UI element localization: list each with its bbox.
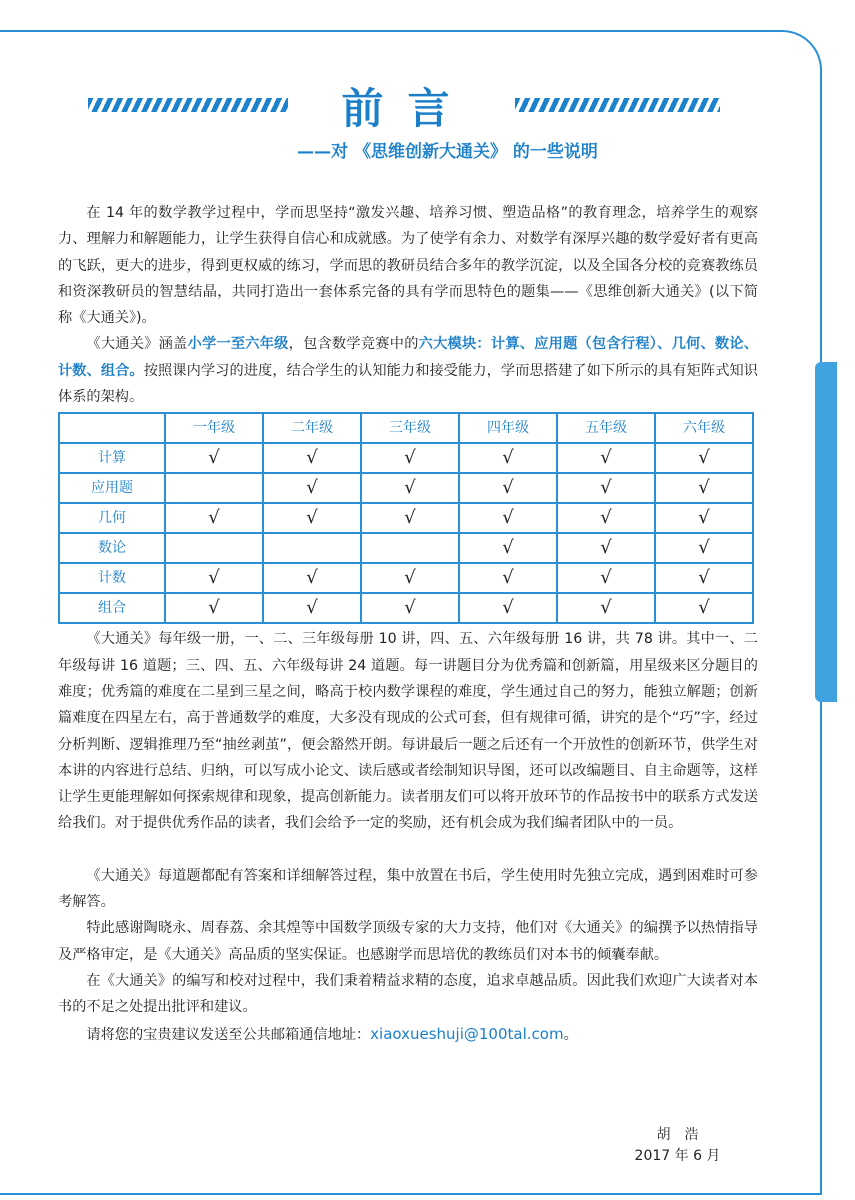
title-stripes-left [88,98,288,112]
check-cell: √ [655,503,753,533]
check-cell [165,533,263,563]
check-cell: √ [557,533,655,563]
check-cell: √ [361,503,459,533]
author-name: 胡 浩 [656,1127,699,1143]
row-label: 数论 [59,533,165,563]
check-cell [165,473,263,503]
row-label: 组合 [59,593,165,623]
check-cell: √ [459,563,557,593]
paragraph-3: 《大通关》每年级一册，一、二、三年级每册 10 讲，四、五、六年级每册 16 讲，共 78 讲。其中一、二年级每讲 16 道题；三、四、五、六年级每讲 24 道题。每一讲题目分为优秀篇和创新篇，用星级来区分题目的难度；优秀篇的难度在二星到三星之间，略高于校内数学课程的难度，学生通过自己的努力，能独立解题；创新篇难度在四星左右，高于普通数学的难度，大多没有现成的公式可套，但有规律可循，讲究的是个“巧”字，经过分析判断、逻辑推理乃至“抽丝剥茧”，便会豁然开朗。每讲最后一题之后还有一个开放性的创新环节，供学生对本讲的内容进行总结、归纳，可以写成小论文、读后感或者绘制知识导图，还可以改编题目、自主命题等，这样让学生更能理解如何探索规律和现象，提高创新能力。读者朋友们可以将开放环节的作品按书中的联系方式发送给我们。对于提供优秀作品的读者，我们会给予一定的奖励，还有机会成为我们编者团队中的一员。 [58,631,758,832]
table-row [59,443,753,473]
page-title: 前言 [341,84,474,133]
check-cell: √ [557,563,655,593]
row-label: 计算 [59,443,165,473]
check-cell: √ [459,443,557,473]
check-cell: √ [263,593,361,623]
check-cell: √ [557,473,655,503]
row-label: 几何 [59,503,165,533]
check-cell: √ [361,563,459,593]
check-cell: √ [361,593,459,623]
check-cell: √ [263,443,361,473]
row-label: 计数 [59,563,165,593]
table-row [59,473,753,503]
paragraph-2-text-a: 《大通关》涵盖 [86,336,188,353]
table-row [59,503,753,533]
table-row [59,533,753,563]
check-cell: √ [655,593,753,623]
paragraph-2 [58,331,758,410]
side-tab [815,362,837,702]
paragraph-1: 在 14 年的数学教学过程中，学而思坚持“激发兴趣、培养习惯、塑造品格”的教育理念，培养学生的观察力、理解力和解题能力，让学生获得自信心和成就感。为了使学有余力、对数学有深厚兴趣的数学爱好者有更高的飞跃，更大的进步，得到更权威的练习，学而思的教研员结合多年的教学沉淀，以及全国各分校的竞赛教练员和资深教研员的智慧结晶，共同打造出一套体系完备的具有学而思特色的题集——《思维创新大通关》(以下简称《大通关》)。 [58,205,758,327]
paragraph-7-end: 。 [563,1026,578,1043]
check-cell: √ [655,443,753,473]
check-cell [263,533,361,563]
check-cell: √ [361,473,459,503]
check-cell: √ [361,443,459,473]
check-cell: √ [557,593,655,623]
table-corner [59,413,165,443]
paragraph-4: 《大通关》每道题都配有答案和详细解答过程，集中放置在书后，学生使用时先独立完成，遇到困难时可参考解答。 [58,867,758,911]
check-cell: √ [655,563,753,593]
paragraph-2-highlight-grades: 小学一至六年级 [187,336,289,353]
paragraph-2-text-c: 按照课内学习的进度，结合学生的认知能力和接受能力，学而思搭建了如下所示的具有矩阵式知识体系的架构。 [58,362,758,406]
signature-date: 2017 年 6 月 [634,1148,721,1164]
check-cell: √ [655,533,753,563]
paragraph-2-text-b: ，包含数学竞赛中的 [288,336,419,353]
check-cell: √ [165,593,263,623]
check-cell: √ [459,473,557,503]
column-header: 二年级 [263,413,361,443]
check-cell: √ [557,443,655,473]
paragraph-6: 在《大通关》的编写和校对过程中，我们秉着精益求精的态度，追求卓越品质。因此我们欢迎广大读者对本书的不足之处提出批评和建议。 [58,972,758,1016]
signature-block [630,1125,725,1167]
check-cell: √ [459,503,557,533]
paragraph-2-highlight-modules: 六大模块：计算、应用题（包含行程）、几何、数论、计数、组合。 [58,336,758,379]
check-cell: √ [165,563,263,593]
column-header: 六年级 [655,413,753,443]
table-row [59,593,753,623]
contact-email-link[interactable]: xiaoxueshuji@100tal.com [370,1024,564,1043]
title-stripes-right [515,98,720,112]
page-subtitle: ——对 《思维创新大通关》 的一些说明 [297,142,598,162]
row-label: 应用题 [59,473,165,503]
column-header: 三年级 [361,413,459,443]
paragraph-gap [58,837,758,863]
check-cell: √ [459,533,557,563]
paragraph-7-text: 请将您的宝贵建议发送至公共邮箱通信地址： [86,1026,371,1043]
paragraph-5: 特此感谢陶晓永、周春荔、余其煌等中国数学顶级专家的大力支持，他们对《大通关》的编撰予以热情指导及严格审定，是《大通关》高品质的坚实保证。也感谢学而思培优的教练员们对本书的倾囊奉献。 [58,920,758,963]
column-header: 四年级 [459,413,557,443]
check-cell: √ [557,503,655,533]
table-header-row [59,413,753,443]
check-cell: √ [655,473,753,503]
check-cell: √ [165,443,263,473]
column-header: 五年级 [557,413,655,443]
check-cell: √ [459,593,557,623]
table-row [59,563,753,593]
check-cell [361,533,459,563]
paragraph-7 [58,1021,758,1048]
check-cell: √ [165,503,263,533]
check-cell: √ [263,503,361,533]
knowledge-matrix-table [58,412,754,624]
check-cell: √ [263,473,361,503]
column-header: 一年级 [165,413,263,443]
preface-body [58,200,758,1048]
check-cell: √ [263,563,361,593]
